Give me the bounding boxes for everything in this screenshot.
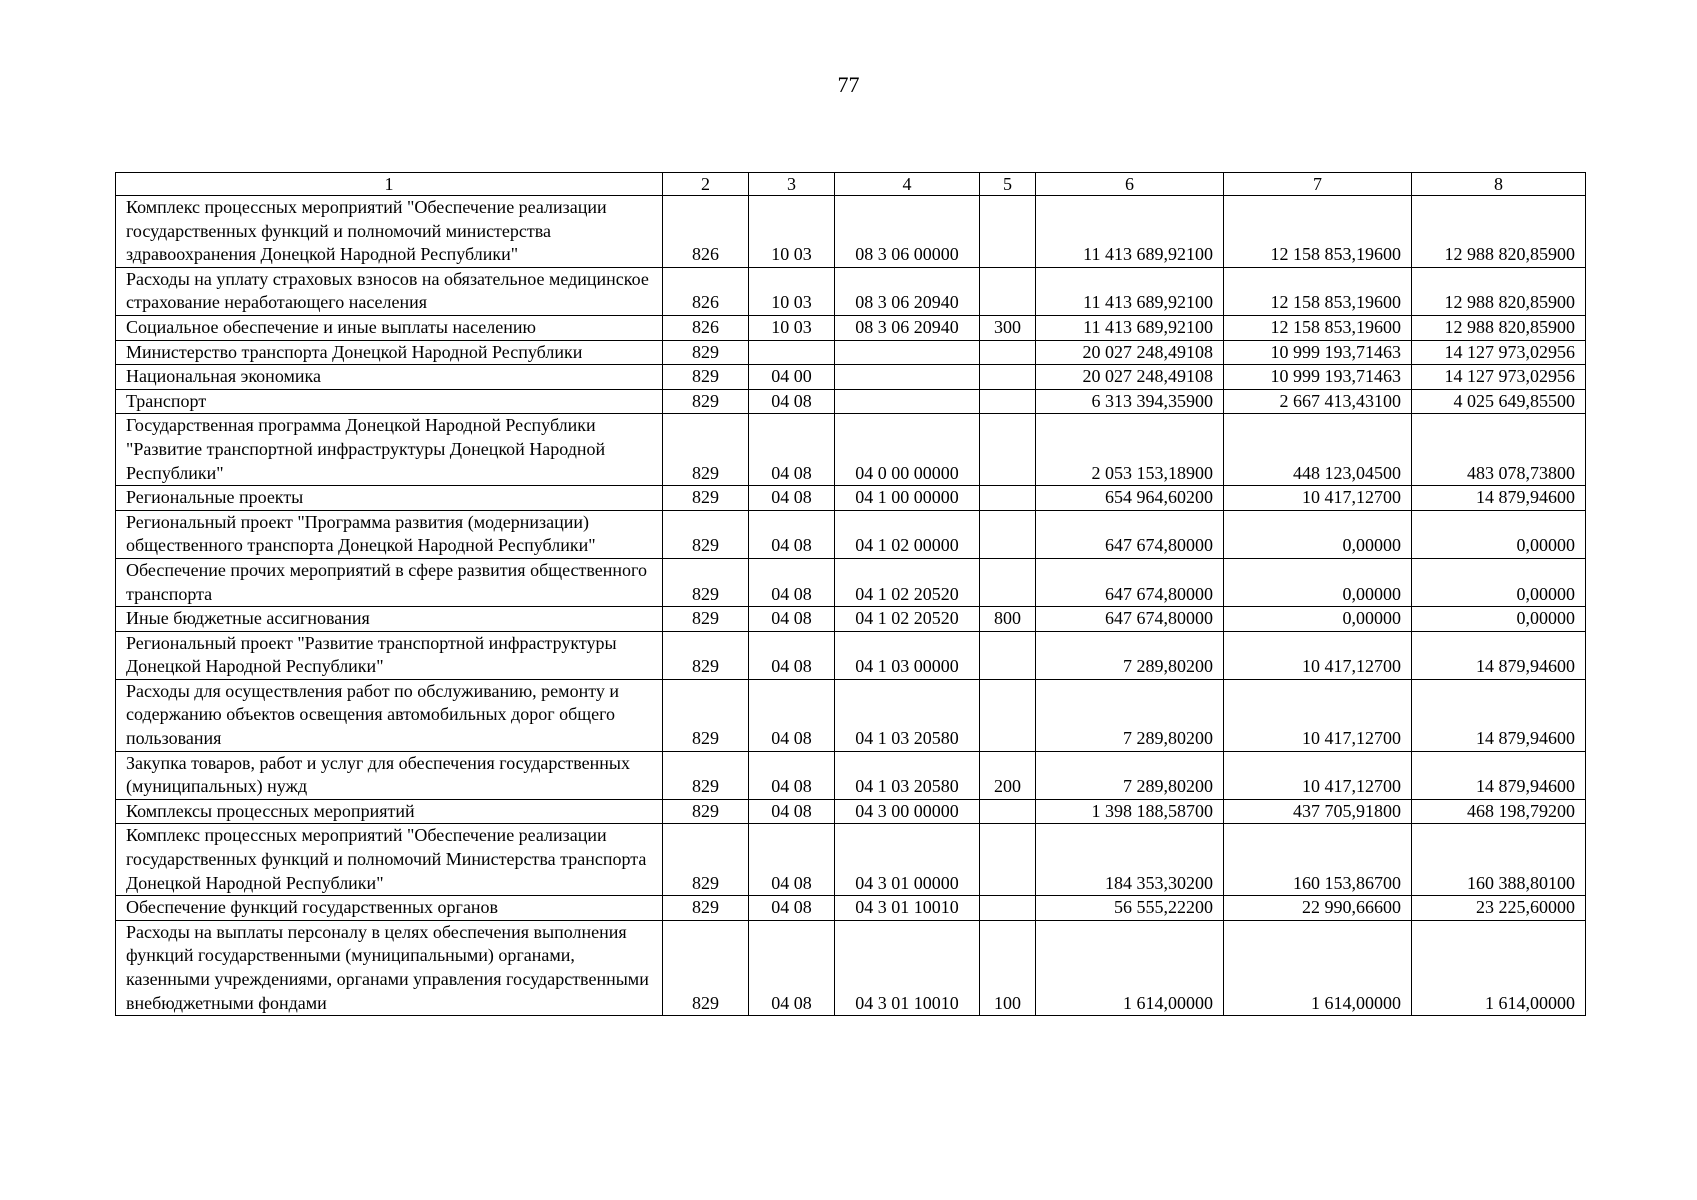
- target-code-cell: 04 3 01 10010: [835, 920, 980, 1015]
- admin-code-cell: 829: [663, 389, 749, 414]
- row-name-cell: Государственная программа Донецкой Народной Республики "Развитие транспортной инфраструктуры Донецкой Народной Республики": [116, 414, 663, 486]
- expense-type-cell: 100: [980, 920, 1036, 1015]
- section-code-cell: 04 08: [749, 679, 835, 751]
- header-cell: 1: [116, 173, 663, 196]
- row-name-cell: Расходы для осуществления работ по обслуживанию, ремонту и содержанию объектов освещения автомобильных дорог общего пользования: [116, 679, 663, 751]
- budget-table: [115, 172, 1586, 1016]
- section-code-cell: 04 08: [749, 607, 835, 632]
- expense-type-cell: [980, 365, 1036, 390]
- table-row: [116, 607, 1586, 632]
- section-code-cell: 04 08: [749, 896, 835, 921]
- table-row: [116, 896, 1586, 921]
- amount-col7-cell: 10 417,12700: [1224, 631, 1412, 679]
- section-code-cell: 10 03: [749, 267, 835, 315]
- admin-code-cell: 829: [663, 896, 749, 921]
- expense-type-cell: [980, 414, 1036, 486]
- row-name-cell: Комплексы процессных мероприятий: [116, 799, 663, 824]
- row-name-cell: Региональные проекты: [116, 486, 663, 511]
- expense-type-cell: [980, 799, 1036, 824]
- amount-col8-cell: 14 127 973,02956: [1412, 365, 1586, 390]
- amount-col8-cell: 160 388,80100: [1412, 824, 1586, 896]
- table-row: [116, 414, 1586, 486]
- expense-type-cell: [980, 679, 1036, 751]
- expense-type-cell: [980, 631, 1036, 679]
- admin-code-cell: 829: [663, 679, 749, 751]
- row-name-cell: Иные бюджетные ассигнования: [116, 607, 663, 632]
- amount-col7-cell: 22 990,66600: [1224, 896, 1412, 921]
- table-row: [116, 679, 1586, 751]
- row-name-cell: Комплекс процессных мероприятий "Обеспечение реализации государственных функций и полномочий Министерства транспорта Донецкой Народной Республики": [116, 824, 663, 896]
- amount-col7-cell: 437 705,91800: [1224, 799, 1412, 824]
- target-code-cell: 04 0 00 00000: [835, 414, 980, 486]
- amount-col7-cell: 0,00000: [1224, 607, 1412, 632]
- section-code-cell: 04 08: [749, 824, 835, 896]
- table-row: [116, 799, 1586, 824]
- expense-type-cell: [980, 510, 1036, 558]
- row-name-cell: Министерство транспорта Донецкой Народной Республики: [116, 340, 663, 365]
- admin-code-cell: 826: [663, 196, 749, 268]
- target-code-cell: 04 1 02 00000: [835, 510, 980, 558]
- amount-col8-cell: 1 614,00000: [1412, 920, 1586, 1015]
- section-code-cell: 10 03: [749, 315, 835, 340]
- table-row: [116, 389, 1586, 414]
- admin-code-cell: 829: [663, 558, 749, 606]
- target-code-cell: 04 3 00 00000: [835, 799, 980, 824]
- expense-type-cell: [980, 558, 1036, 606]
- target-code-cell: 08 3 06 20940: [835, 315, 980, 340]
- amount-col6-cell: 647 674,80000: [1036, 607, 1224, 632]
- target-code-cell: 04 1 00 00000: [835, 486, 980, 511]
- section-code-cell: 04 08: [749, 486, 835, 511]
- amount-col6-cell: 184 353,30200: [1036, 824, 1224, 896]
- page-number: 77: [837, 72, 860, 97]
- amount-col8-cell: 0,00000: [1412, 558, 1586, 606]
- amount-col6-cell: 2 053 153,18900: [1036, 414, 1224, 486]
- amount-col7-cell: 10 417,12700: [1224, 751, 1412, 799]
- amount-col6-cell: 1 614,00000: [1036, 920, 1224, 1015]
- row-name-cell: Расходы на выплаты персоналу в целях обеспечения выполнения функций государственными (муниципальными) органами, казенными учреждениями, органами управления государственными внебюджетными фондами: [116, 920, 663, 1015]
- admin-code-cell: 829: [663, 799, 749, 824]
- target-code-cell: 04 1 03 00000: [835, 631, 980, 679]
- header-cell: 6: [1036, 173, 1224, 196]
- amount-col8-cell: 468 198,79200: [1412, 799, 1586, 824]
- expense-type-cell: [980, 896, 1036, 921]
- admin-code-cell: 829: [663, 510, 749, 558]
- amount-col7-cell: 10 999 193,71463: [1224, 340, 1412, 365]
- amount-col8-cell: 12 988 820,85900: [1412, 267, 1586, 315]
- section-code-cell: 04 08: [749, 510, 835, 558]
- admin-code-cell: 829: [663, 631, 749, 679]
- table-row: [116, 824, 1586, 896]
- amount-col6-cell: 56 555,22200: [1036, 896, 1224, 921]
- admin-code-cell: 826: [663, 315, 749, 340]
- target-code-cell: 04 3 01 10010: [835, 896, 980, 921]
- amount-col6-cell: 7 289,80200: [1036, 631, 1224, 679]
- amount-col7-cell: 10 417,12700: [1224, 679, 1412, 751]
- amount-col6-cell: 6 313 394,35900: [1036, 389, 1224, 414]
- amount-col8-cell: 14 127 973,02956: [1412, 340, 1586, 365]
- amount-col7-cell: 2 667 413,43100: [1224, 389, 1412, 414]
- section-code-cell: 04 00: [749, 365, 835, 390]
- admin-code-cell: 829: [663, 607, 749, 632]
- header-cell: 4: [835, 173, 980, 196]
- row-name-cell: Расходы на уплату страховых взносов на обязательное медицинское страхование неработающего населения: [116, 267, 663, 315]
- amount-col7-cell: 448 123,04500: [1224, 414, 1412, 486]
- amount-col7-cell: 12 158 853,19600: [1224, 267, 1412, 315]
- header-cell: 8: [1412, 173, 1586, 196]
- amount-col8-cell: 12 988 820,85900: [1412, 315, 1586, 340]
- amount-col6-cell: 11 413 689,92100: [1036, 196, 1224, 268]
- table-row: [116, 751, 1586, 799]
- header-cell: 3: [749, 173, 835, 196]
- section-code-cell: 04 08: [749, 920, 835, 1015]
- row-name-cell: Закупка товаров, работ и услуг для обеспечения государственных (муниципальных) нужд: [116, 751, 663, 799]
- expense-type-cell: [980, 196, 1036, 268]
- expense-type-cell: [980, 340, 1036, 365]
- amount-col8-cell: 483 078,73800: [1412, 414, 1586, 486]
- target-code-cell: [835, 365, 980, 390]
- admin-code-cell: 829: [663, 414, 749, 486]
- section-code-cell: 04 08: [749, 558, 835, 606]
- amount-col6-cell: 647 674,80000: [1036, 510, 1224, 558]
- amount-col7-cell: 1 614,00000: [1224, 920, 1412, 1015]
- amount-col8-cell: 0,00000: [1412, 607, 1586, 632]
- section-code-cell: 04 08: [749, 631, 835, 679]
- admin-code-cell: 826: [663, 267, 749, 315]
- amount-col6-cell: 654 964,60200: [1036, 486, 1224, 511]
- target-code-cell: 04 1 02 20520: [835, 607, 980, 632]
- target-code-cell: 08 3 06 00000: [835, 196, 980, 268]
- row-name-cell: Транспорт: [116, 389, 663, 414]
- admin-code-cell: 829: [663, 751, 749, 799]
- header-cell: 7: [1224, 173, 1412, 196]
- amount-col7-cell: 0,00000: [1224, 558, 1412, 606]
- row-name-cell: Социальное обеспечение и иные выплаты населению: [116, 315, 663, 340]
- expense-type-cell: 200: [980, 751, 1036, 799]
- table-row: [116, 315, 1586, 340]
- amount-col8-cell: 23 225,60000: [1412, 896, 1586, 921]
- admin-code-cell: 829: [663, 920, 749, 1015]
- table-row: [116, 340, 1586, 365]
- row-name-cell: Обеспечение функций государственных органов: [116, 896, 663, 921]
- target-code-cell: [835, 340, 980, 365]
- row-name-cell: Обеспечение прочих мероприятий в сфере развития общественного транспорта: [116, 558, 663, 606]
- section-code-cell: 10 03: [749, 196, 835, 268]
- amount-col7-cell: 12 158 853,19600: [1224, 196, 1412, 268]
- target-code-cell: 04 1 02 20520: [835, 558, 980, 606]
- expense-type-cell: [980, 267, 1036, 315]
- target-code-cell: 08 3 06 20940: [835, 267, 980, 315]
- section-code-cell: 04 08: [749, 751, 835, 799]
- table-row: [116, 558, 1586, 606]
- row-name-cell: Региональный проект "Развитие транспортной инфраструктуры Донецкой Народной Республики": [116, 631, 663, 679]
- target-code-cell: 04 1 03 20580: [835, 679, 980, 751]
- amount-col7-cell: 12 158 853,19600: [1224, 315, 1412, 340]
- header-cell: 2: [663, 173, 749, 196]
- table-row: [116, 267, 1586, 315]
- header-row: [116, 173, 1586, 196]
- row-name-cell: Национальная экономика: [116, 365, 663, 390]
- amount-col8-cell: 14 879,94600: [1412, 751, 1586, 799]
- admin-code-cell: 829: [663, 340, 749, 365]
- admin-code-cell: 829: [663, 486, 749, 511]
- amount-col8-cell: 14 879,94600: [1412, 486, 1586, 511]
- section-code-cell: 04 08: [749, 414, 835, 486]
- row-name-cell: Региональный проект "Программа развития (модернизации) общественного транспорта Донецкой Народной Республики": [116, 510, 663, 558]
- admin-code-cell: 829: [663, 365, 749, 390]
- row-name-cell: Комплекс процессных мероприятий "Обеспечение реализации государственных функций и полномочий министерства здравоохранения Донецкой Народной Республики": [116, 196, 663, 268]
- amount-col7-cell: 0,00000: [1224, 510, 1412, 558]
- table-row: [116, 486, 1586, 511]
- amount-col6-cell: 20 027 248,49108: [1036, 365, 1224, 390]
- target-code-cell: 04 3 01 00000: [835, 824, 980, 896]
- target-code-cell: 04 1 03 20580: [835, 751, 980, 799]
- expense-type-cell: [980, 824, 1036, 896]
- amount-col7-cell: 10 999 193,71463: [1224, 365, 1412, 390]
- amount-col8-cell: 12 988 820,85900: [1412, 196, 1586, 268]
- amount-col6-cell: 647 674,80000: [1036, 558, 1224, 606]
- expense-type-cell: 300: [980, 315, 1036, 340]
- amount-col6-cell: 7 289,80200: [1036, 751, 1224, 799]
- amount-col8-cell: 0,00000: [1412, 510, 1586, 558]
- table-row: [116, 365, 1586, 390]
- amount-col7-cell: 160 153,86700: [1224, 824, 1412, 896]
- amount-col6-cell: 7 289,80200: [1036, 679, 1224, 751]
- section-code-cell: 04 08: [749, 799, 835, 824]
- section-code-cell: 04 08: [749, 389, 835, 414]
- expense-type-cell: [980, 389, 1036, 414]
- admin-code-cell: 829: [663, 824, 749, 896]
- amount-col8-cell: 4 025 649,85500: [1412, 389, 1586, 414]
- target-code-cell: [835, 389, 980, 414]
- header-cell: 5: [980, 173, 1036, 196]
- amount-col6-cell: 20 027 248,49108: [1036, 340, 1224, 365]
- amount-col8-cell: 14 879,94600: [1412, 631, 1586, 679]
- amount-col6-cell: 11 413 689,92100: [1036, 267, 1224, 315]
- expense-type-cell: [980, 486, 1036, 511]
- section-code-cell: [749, 340, 835, 365]
- table-row: [116, 631, 1586, 679]
- table-row: [116, 510, 1586, 558]
- table-row: [116, 196, 1586, 268]
- amount-col6-cell: 11 413 689,92100: [1036, 315, 1224, 340]
- amount-col6-cell: 1 398 188,58700: [1036, 799, 1224, 824]
- table-row: [116, 920, 1586, 1015]
- amount-col8-cell: 14 879,94600: [1412, 679, 1586, 751]
- amount-col7-cell: 10 417,12700: [1224, 486, 1412, 511]
- expense-type-cell: 800: [980, 607, 1036, 632]
